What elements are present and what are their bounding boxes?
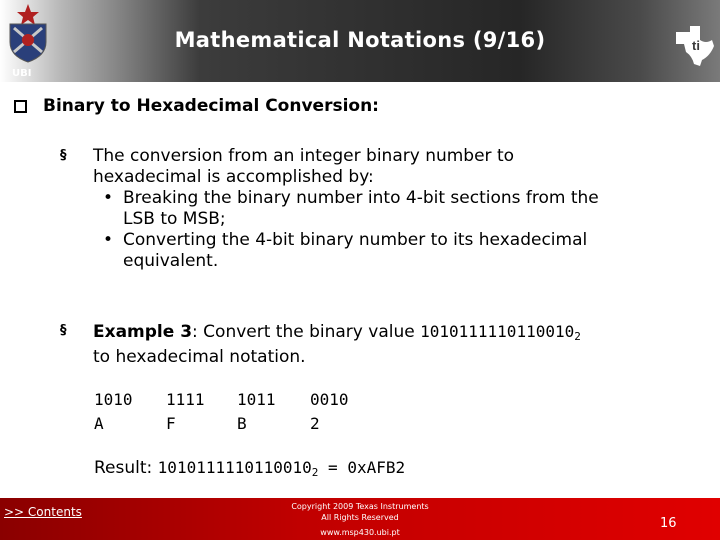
bullet-dot-icon: • <box>103 188 114 208</box>
conversion-description <box>93 146 599 272</box>
binary-group: 1011 <box>237 390 276 409</box>
contents-link[interactable]: >> Contents <box>4 505 82 519</box>
text-line: The conversion from an integer binary number to <box>93 146 515 166</box>
binary-value: 1010111110110010 <box>420 322 575 341</box>
example-label: Example 3 <box>93 322 193 342</box>
copyright-notice <box>240 501 480 523</box>
text-line: Converting the 4-bit binary number to its hexadecimal <box>123 230 588 250</box>
copyright-line: All Rights Reserved <box>321 513 399 522</box>
text-line: hexadecimal is accomplished by: <box>93 167 374 187</box>
ubi-label: UBI <box>12 68 32 79</box>
svg-text:ti: ti <box>692 38 700 53</box>
text-line: equivalent. <box>123 251 219 271</box>
result-subscript: 2 <box>311 466 319 479</box>
binary-group: 0010 <box>310 390 349 409</box>
hex-digit: F <box>166 414 176 433</box>
example-description <box>93 321 581 368</box>
binary-subscript: 2 <box>574 330 581 343</box>
section-heading-text: Binary to Hexadecimal Conversion: <box>43 96 379 116</box>
binary-group: 1010 <box>94 390 133 409</box>
binary-group: 1111 <box>166 390 205 409</box>
section-bullet-icon: § <box>60 148 67 163</box>
result-label: Result: <box>94 458 158 478</box>
result-binary: 1010111110110010 <box>157 458 312 477</box>
copyright-line: Copyright 2009 Texas Instruments <box>291 502 429 511</box>
bullet-dot-icon: • <box>103 230 114 250</box>
sub-list-item <box>93 230 599 272</box>
sub-item-text <box>123 230 587 272</box>
text-line: Breaking the binary number into 4-bit sections from the <box>123 188 599 208</box>
sub-list-item <box>93 188 599 230</box>
text-line: to hexadecimal notation. <box>93 347 306 367</box>
checkbox-bullet-icon <box>14 100 27 113</box>
section-bullet-icon: § <box>60 323 67 338</box>
list-item-example <box>60 321 581 368</box>
slide-title: Mathematical Notations (9/16) <box>174 28 546 52</box>
text-line: LSB to MSB; <box>123 209 226 229</box>
sub-item-text <box>123 188 599 230</box>
example-text: : Convert the binary value <box>192 322 421 342</box>
slide-header <box>0 0 720 82</box>
result-hex: = 0xAFB2 <box>318 458 406 477</box>
hex-digit: B <box>237 414 247 433</box>
list-item-conversion <box>60 146 599 272</box>
result-line <box>94 458 405 479</box>
page-number: 16 <box>660 516 677 531</box>
hex-digit: A <box>94 414 104 433</box>
text-line <box>93 321 581 347</box>
texas-instruments-logo-icon <box>672 22 718 68</box>
hex-digit: 2 <box>310 414 320 433</box>
section-heading <box>14 96 379 116</box>
website-url: www.msp430.ubi.pt <box>320 528 400 537</box>
